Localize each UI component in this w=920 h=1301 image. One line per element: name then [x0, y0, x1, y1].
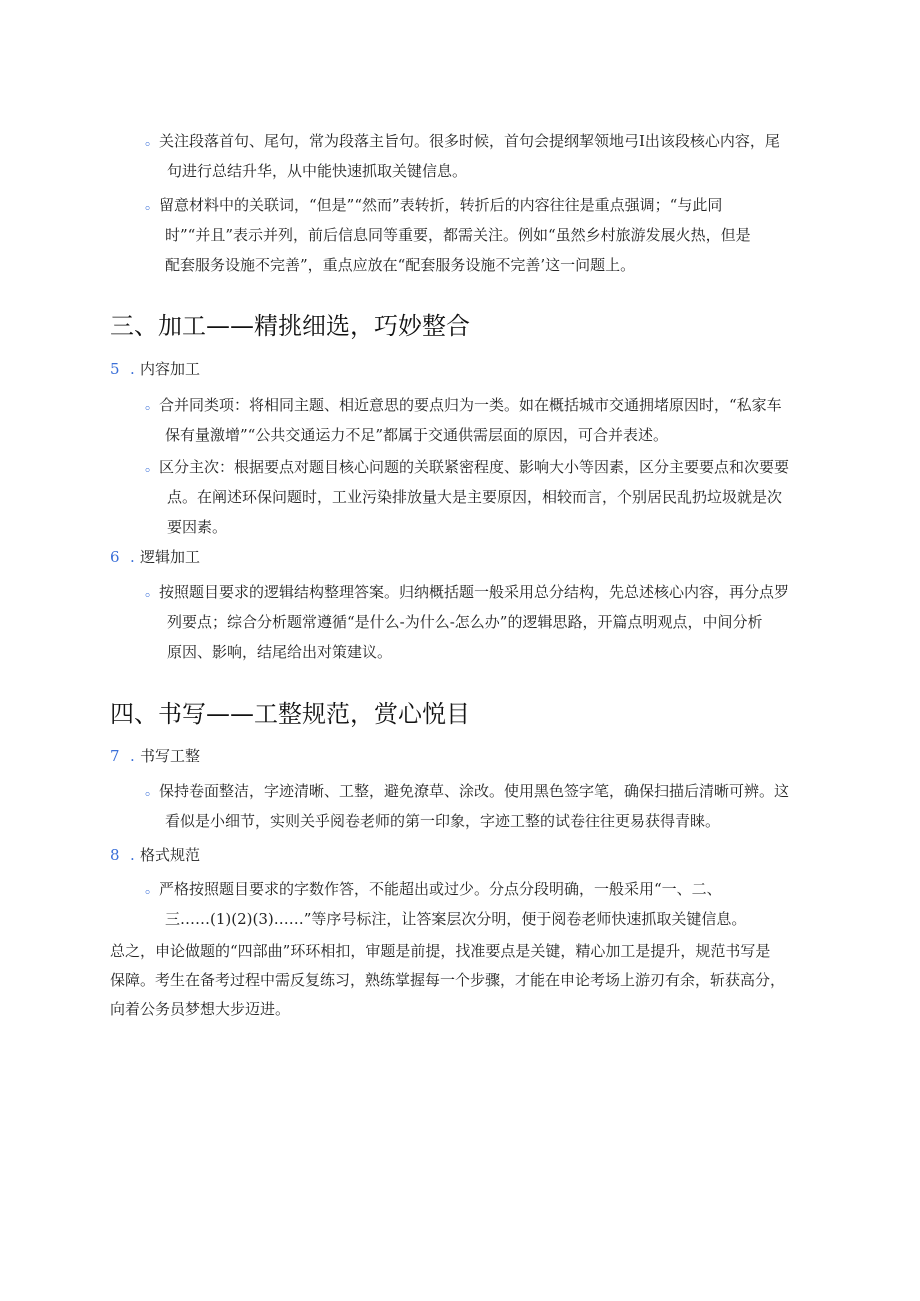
- item-dot: .: [130, 747, 135, 765]
- bullet-marker: 。: [145, 881, 159, 897]
- bullet-primary-secondary: [145, 452, 789, 542]
- bullet-line: 原因、影响，结尾给出对策建议。: [167, 643, 393, 661]
- summary-line: 保障。考生在备考过程中需反复练习，熟练掌握每一个步骤，才能在申论考场上游刃有余，斩获高分，: [110, 971, 786, 989]
- item-number: 7: [110, 747, 120, 765]
- bullet-marker: 。: [145, 584, 159, 600]
- bullet-line: 严格按照题目要求的字数作答，不能超出或过少。分点分段明确，一般采用“一、二、: [159, 880, 722, 898]
- bullet-line: 点。在阐述环保问题时，工业污染排放量大是主要原因，相较而言，个别居民乱扔垃圾就是次: [167, 488, 783, 506]
- bullet-conjunctions: [145, 190, 751, 280]
- numbered-item-neat-writing: [110, 744, 200, 768]
- section-heading-process: 三、加工——精挑细选，巧妙整合: [110, 312, 470, 340]
- summary-line: 向着公务员梦想大步迈进。: [110, 1000, 291, 1018]
- summary-line: 总之，申论做题的“四部曲”环环相扣，审题是前提，找准要点是关键，精心加工是提升，规范书写是: [110, 942, 771, 960]
- bullet-line: 要因素。: [167, 518, 228, 536]
- numbered-item-format: [110, 843, 200, 867]
- bullet-marker: 。: [145, 397, 159, 413]
- bullet-line: 关注段落首句、尾句，常为段落主旨句。很多时候，首句会提纲挈领地弓I出该段核心内容，尾: [159, 132, 780, 150]
- bullet-marker: 。: [145, 197, 159, 213]
- bullet-line: 时”“并且”表示并列，前后信息同等重要，都需关注。例如“虽然乡村旅游发展火热，但是: [165, 226, 751, 244]
- bullet-line: 保有量激增”“公共交通运力不足”都属于交通供需层面的原因，可合并表述。: [165, 426, 669, 444]
- bullet-neat-paper: [145, 776, 789, 836]
- bullet-marker: 。: [145, 459, 159, 475]
- item-dot: .: [130, 360, 135, 378]
- summary-paragraph: [110, 937, 810, 1024]
- numbered-item-content-processing: [110, 357, 200, 381]
- item-title: 内容加工: [140, 360, 201, 378]
- item-number: 6: [110, 548, 120, 566]
- item-title: 书写工整: [140, 747, 201, 765]
- bullet-line: 区分主次：根据要点对题目核心问题的关联紧密程度、影响大小等因素，区分主要要点和次要要: [159, 458, 790, 476]
- bullet-line: 保持卷面整洁，字迹清晰、工整，避免潦草、涂改。使用黑色签字笔，确保扫描后清晰可辨。这: [159, 782, 790, 800]
- bullet-line: 留意材料中的关联词，“但是”“然而”表转折，转折后的内容往往是重点强调；“与此同: [159, 196, 723, 214]
- item-number: 5: [110, 360, 120, 378]
- bullet-line: 列要点；综合分析题常遵循“是什么-为什么-怎么办”的逻辑思路，开篇点明观点，中间分析: [167, 613, 763, 631]
- bullet-marker: 。: [145, 783, 159, 799]
- bullet-line: 合并同类项：将相同主题、相近意思的要点归为一类。如在概括城市交通拥堵原因时，“私家车: [159, 396, 782, 414]
- item-dot: .: [130, 846, 135, 864]
- bullet-marker: 。: [145, 133, 159, 149]
- bullet-line: 看似是小细节，实则关乎阅卷老师的第一印象，字迹工整的试卷往往更易获得青睐。: [165, 812, 721, 830]
- item-title: 逻辑加工: [140, 548, 201, 566]
- section-heading-writing: 四、书写——工整规范，赏心悦目: [110, 700, 470, 728]
- bullet-line: 句进行总结升华，从中能快速抓取关键信息。: [167, 162, 468, 180]
- bullet-line: 按照题目要求的逻辑结构整理答案。归纳概括题一般采用总分结构，先总述核心内容，再分点罗: [159, 583, 790, 601]
- item-number: 8: [110, 846, 120, 864]
- bullet-merge-similar: [145, 390, 782, 450]
- item-dot: .: [130, 548, 135, 566]
- bullet-paragraph-first-last-sentence: [145, 126, 780, 186]
- bullet-logic-structure: [145, 577, 789, 667]
- bullet-line: 三……(1)(2)(3)……”等序号标注，让答案层次分明，便于阅卷老师快速抓取关键信息。: [165, 910, 747, 928]
- bullet-word-count: [145, 874, 746, 934]
- numbered-item-logic-processing: [110, 545, 200, 569]
- bullet-line: 配套服务设施不完善”，重点应放在“配套服务设施不完善’这一问题上。: [165, 256, 636, 274]
- item-title: 格式规范: [140, 846, 201, 864]
